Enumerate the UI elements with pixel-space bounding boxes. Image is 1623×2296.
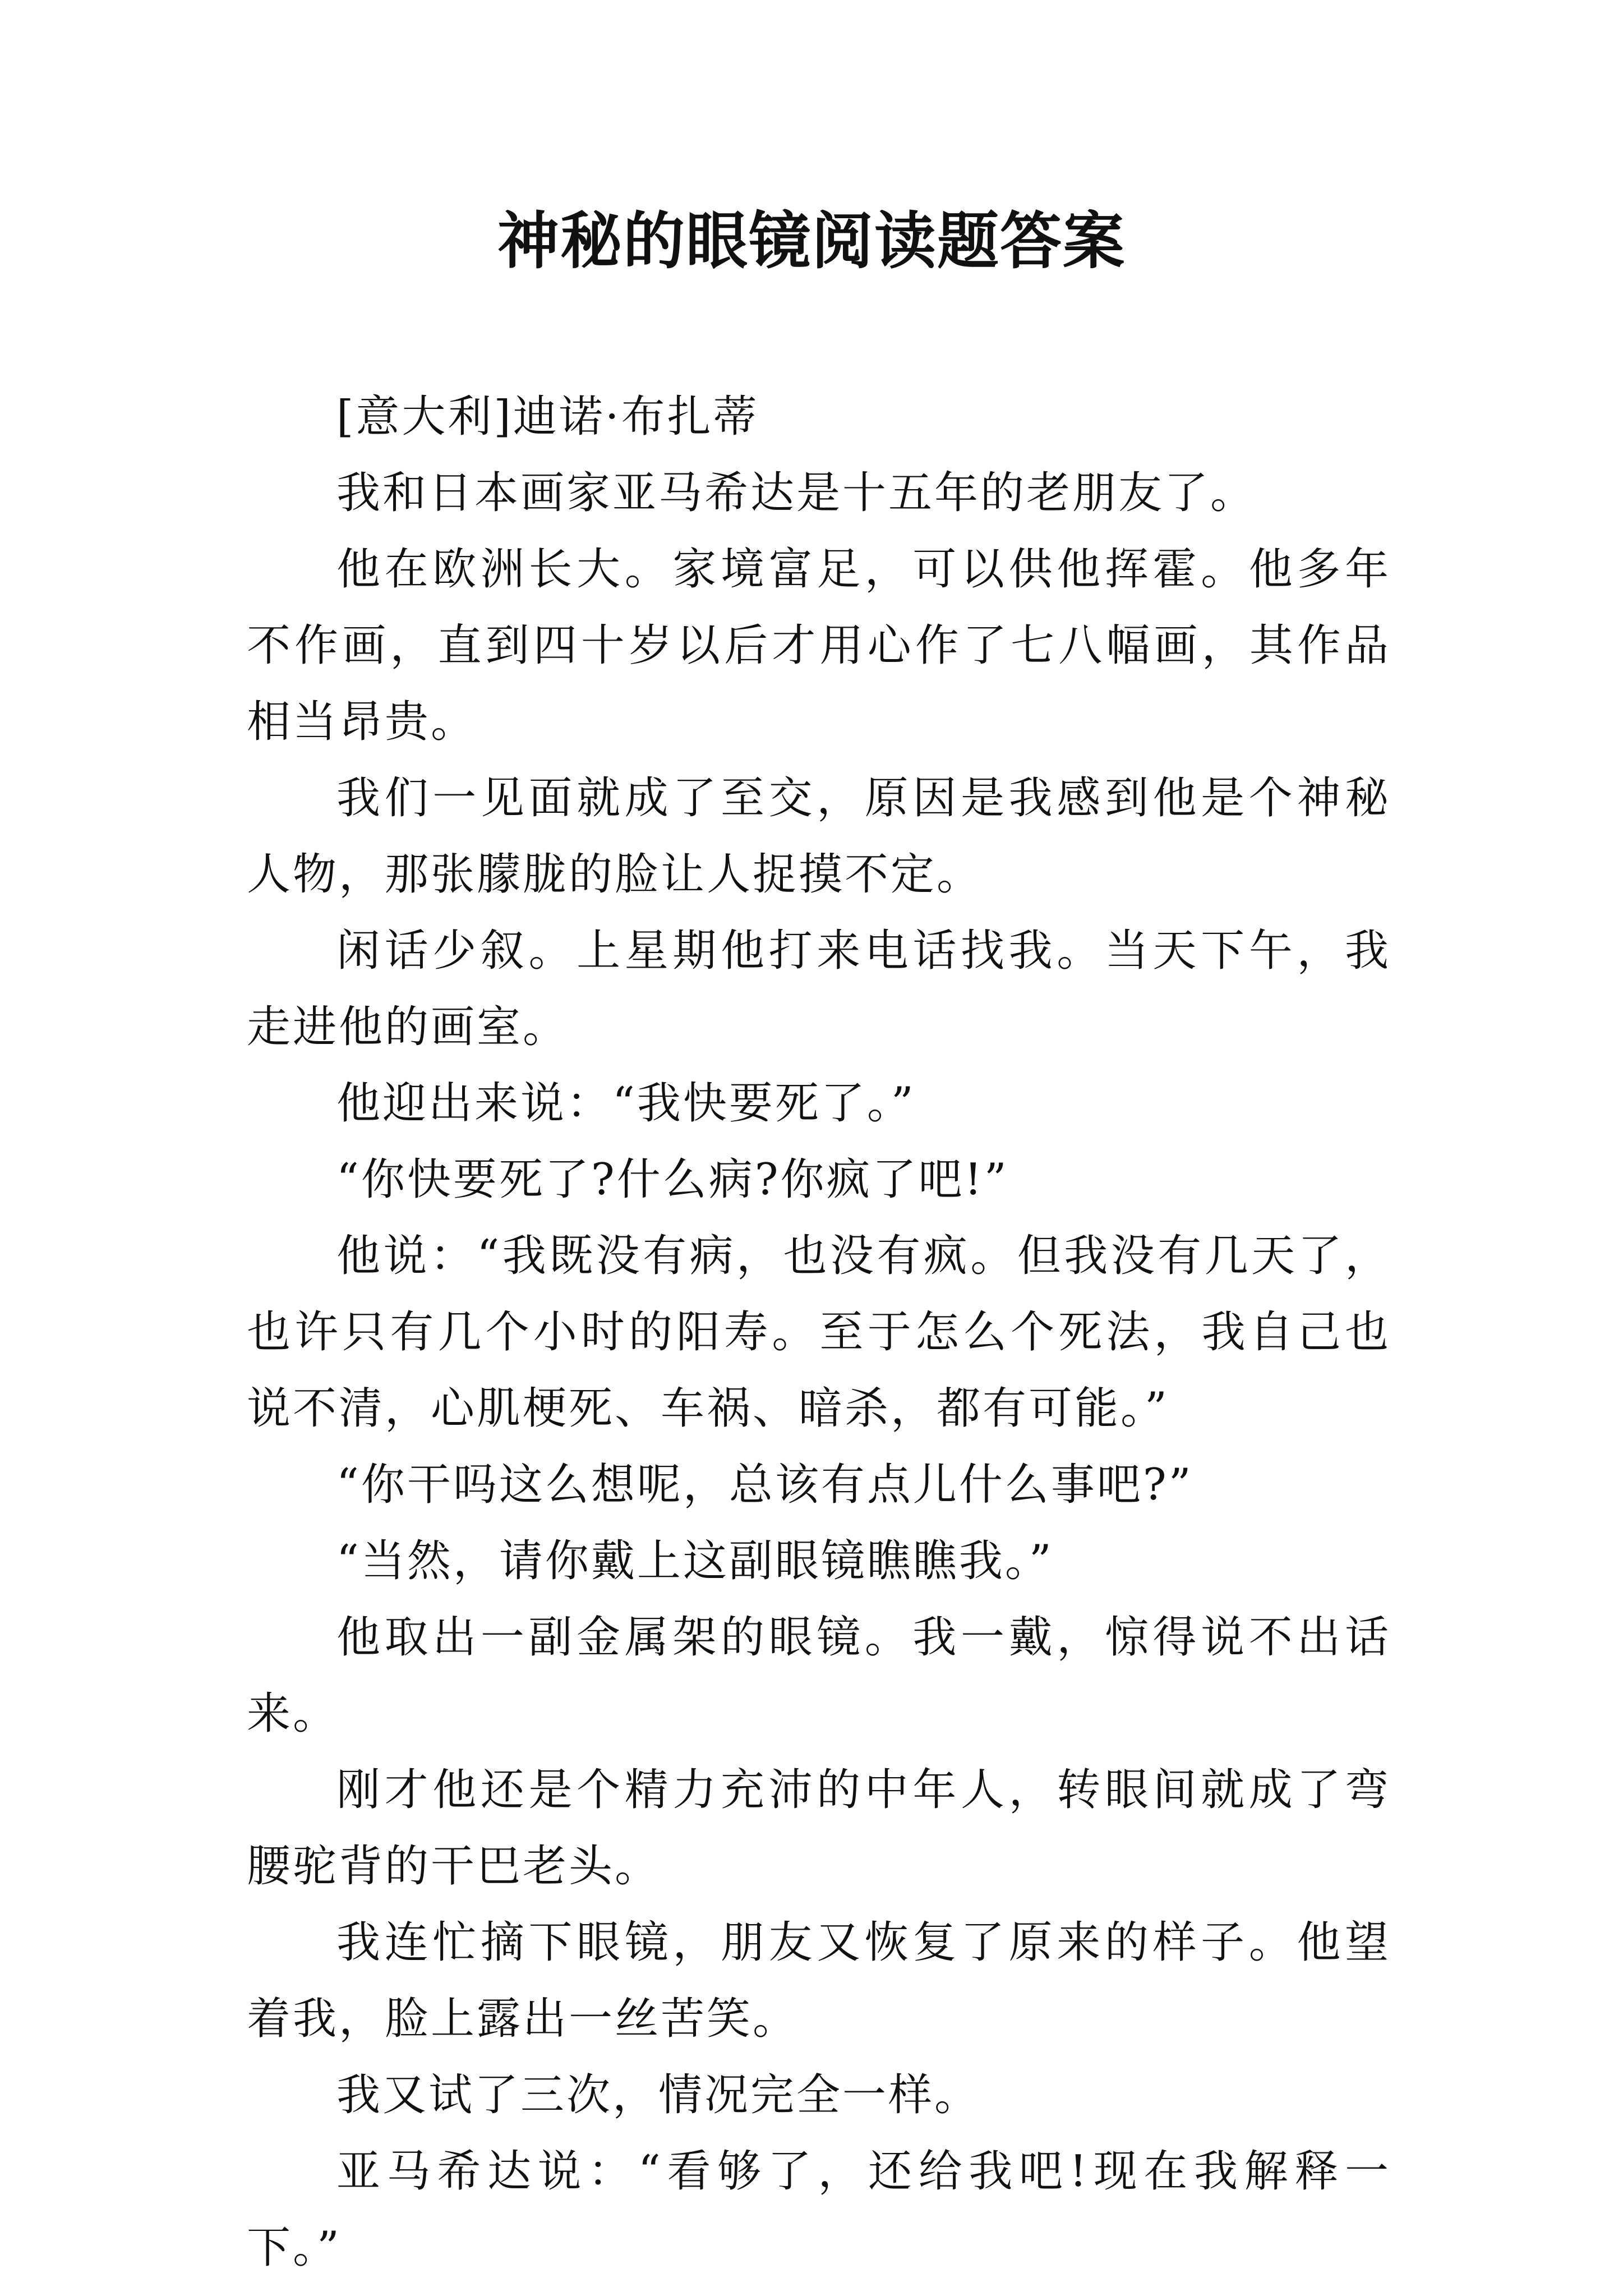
paragraph: 闲话少叙。上星期他打来电话找我。当天下午，我走进他的画室。 — [247, 926, 1391, 1052]
paragraph: 我连忙摘下眼镜，朋友又恢复了原来的样子。他望着我，脸上露出一丝苦笑。 — [247, 1917, 1391, 2044]
paragraph: 亚马希达说：“看够了，还给我吧!现在我解释一下。” — [247, 2146, 1391, 2273]
paragraph: “你干吗这么想呢，总该有点儿什么事吧?” — [336, 1460, 1193, 1510]
paragraph: 他取出一副金属架的眼镜。我一戴，惊得说不出话来。 — [247, 1612, 1391, 1739]
paragraph: 刚才他还是个精力充沛的中年人，转眼间就成了弯腰驼背的干巴老头。 — [247, 1765, 1391, 1892]
paragraph: “当然，请你戴上这副眼镜瞧瞧我。” — [336, 1536, 1054, 1586]
paragraph-author: [意大利]迪诺·布扎蒂 — [336, 392, 759, 442]
paragraph: 他说：“我既没有病，也没有疯。但我没有几天了，也许只有几个小时的阳寿。至于怎么个死法，我自己也说不清，心肌梗死、车祸、暗杀，都有可能。” — [247, 1231, 1391, 1434]
paragraph: 我们一见面就成了至交，原因是我感到他是个神秘人物，那张朦胧的脸让人捉摸不定。 — [247, 773, 1391, 900]
document-title: 神秘的眼镜阅读题答案 — [497, 205, 1126, 277]
document-body — [247, 379, 1391, 2286]
paragraph: 他迎出来说：“我快要死了。” — [336, 1078, 916, 1129]
paragraph: “你快要死了?什么病?你疯了吧!” — [336, 1154, 1009, 1205]
paragraph: 我又试了三次，情况完全一样。 — [336, 2070, 981, 2120]
paragraph: 我和日本画家亚马希达是十五年的老朋友了。 — [336, 468, 1257, 518]
paragraph: 他在欧洲长大。家境富足，可以供他挥霍。他多年不作画，直到四十岁以后才用心作了七八幅画，其作品相当昂贵。 — [247, 544, 1391, 747]
